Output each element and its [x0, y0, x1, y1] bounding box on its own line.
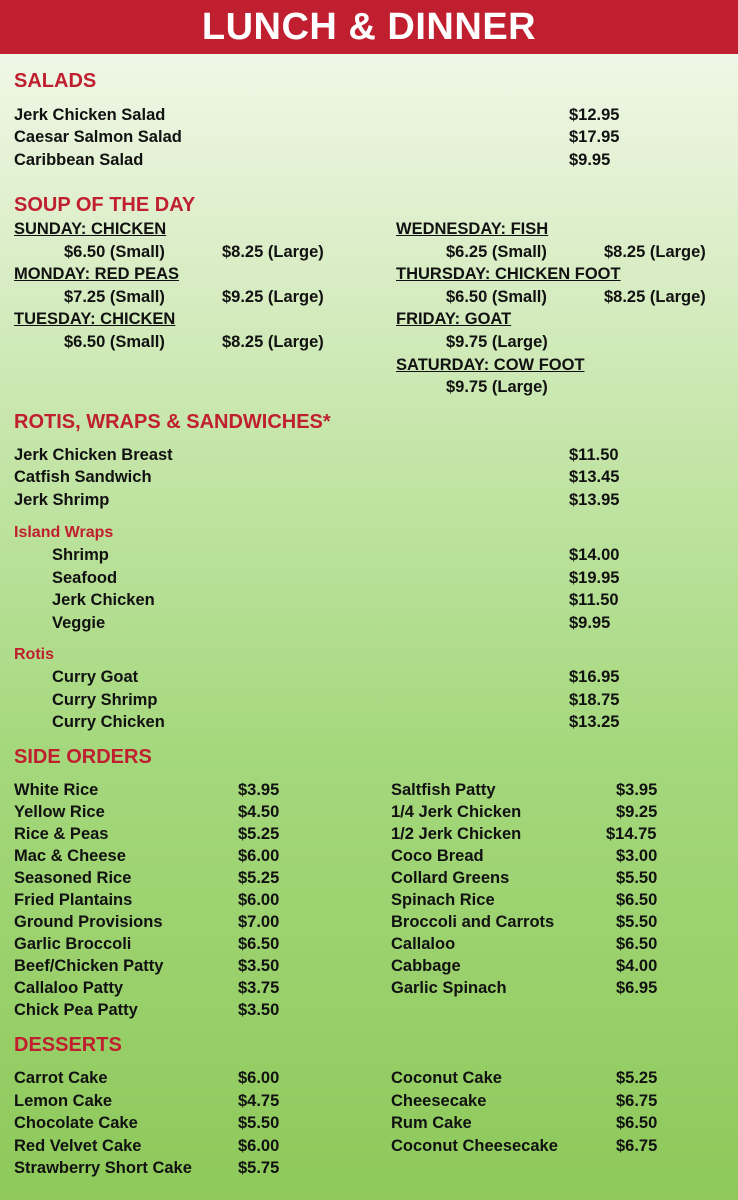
- menu-item-name: Curry Chicken: [52, 713, 165, 731]
- menu-item-price: $6.00: [238, 847, 280, 865]
- menu-item-price: $13.45: [569, 468, 620, 486]
- menu-item-name: Garlic Broccoli: [14, 935, 132, 953]
- menu-item-name: Callaloo Patty: [14, 979, 124, 997]
- menu-item-name: Mac & Cheese: [14, 847, 126, 865]
- menu-item-name: Spinach Rice: [391, 891, 495, 909]
- menu-item-price: $5.50: [238, 1114, 280, 1132]
- menu-item-price: $3.95: [616, 781, 658, 799]
- menu-item-name: Yellow Rice: [14, 803, 105, 821]
- menu-item-price: $4.50: [238, 803, 280, 821]
- menu-item-price: $9.95: [569, 151, 611, 169]
- menu-item-name: Shrimp: [52, 546, 109, 564]
- menu-item-price: $14.75: [606, 825, 657, 843]
- menu-item-price: $17.95: [569, 128, 620, 146]
- menu-item-name: Veggie: [52, 614, 106, 632]
- menu-item-name: Lemon Cake: [14, 1092, 113, 1110]
- menu-item-name: Red Velvet Cake: [14, 1137, 142, 1155]
- soup-day-label: TUESDAY: CHICKEN: [14, 310, 176, 328]
- menu-item-name: Coco Bread: [391, 847, 484, 865]
- soup-day-label: THURSDAY: CHICKEN FOOT: [396, 265, 621, 283]
- menu-item-price: $18.75: [569, 691, 620, 709]
- soup-large-price: $9.75 (Large): [446, 378, 548, 396]
- menu-item-name: Ground Provisions: [14, 913, 163, 931]
- menu-item-price: $11.50: [569, 446, 619, 464]
- menu-item-name: Saltfish Patty: [391, 781, 496, 799]
- soup-day-label: MONDAY: RED PEAS: [14, 265, 180, 283]
- menu-item-name: Curry Goat: [52, 668, 139, 686]
- menu-item-price: $3.50: [238, 957, 280, 975]
- menu-item-price: $19.95: [569, 569, 620, 587]
- menu-item-price: $6.50: [616, 1114, 658, 1132]
- subsection-title-rotis: Rotis: [14, 646, 54, 663]
- section-title-desserts: DESSERTS: [14, 1034, 122, 1056]
- menu-item-name: Caribbean Salad: [14, 151, 144, 169]
- menu-item-name: Coconut Cake: [391, 1069, 502, 1087]
- menu-item-price: $11.50: [569, 591, 619, 609]
- menu-item-price: $5.75: [238, 1159, 280, 1177]
- menu-item-name: Callaloo: [391, 935, 456, 953]
- soup-small-price: $7.25 (Small): [64, 288, 165, 306]
- section-title-sides: SIDE ORDERS: [14, 746, 152, 768]
- menu-item-name: 1/4 Jerk Chicken: [391, 803, 522, 821]
- menu-item-name: Coconut Cheesecake: [391, 1137, 558, 1155]
- soup-small-price: $6.25 (Small): [446, 243, 547, 261]
- soup-large-price: $8.25 (Large): [604, 243, 706, 261]
- menu-item-price: $13.95: [569, 491, 620, 509]
- soup-small-price: $6.50 (Small): [64, 333, 165, 351]
- menu-item-price: $5.50: [616, 869, 658, 887]
- menu-item-price: $6.95: [616, 979, 658, 997]
- soup-large-price: $8.25 (Large): [222, 333, 324, 351]
- menu-item-name: Rum Cake: [391, 1114, 472, 1132]
- soup-small-price: $6.50 (Small): [446, 288, 547, 306]
- section-title-salads: SALADS: [14, 70, 97, 92]
- menu-item-price: $4.75: [238, 1092, 280, 1110]
- menu-item-price: $12.95: [569, 106, 620, 124]
- menu-item-price: $14.00: [569, 546, 620, 564]
- menu-item-name: Cheesecake: [391, 1092, 487, 1110]
- soup-large-price: $9.75 (Large): [446, 333, 548, 351]
- soup-large-price: $9.25 (Large): [222, 288, 324, 306]
- menu-item-name: Carrot Cake: [14, 1069, 108, 1087]
- menu-item-name: Jerk Shrimp: [14, 491, 110, 509]
- menu-item-name: Broccoli and Carrots: [391, 913, 555, 931]
- soup-small-price: $6.50 (Small): [64, 243, 165, 261]
- menu-item-price: $3.00: [616, 847, 658, 865]
- menu-item-price: $6.75: [616, 1092, 658, 1110]
- menu-item-name: Jerk Chicken Breast: [14, 446, 173, 464]
- soup-day-label: FRIDAY: GOAT: [396, 310, 512, 328]
- menu-item-name: Chocolate Cake: [14, 1114, 138, 1132]
- menu-item-price: $6.50: [238, 935, 280, 953]
- menu-item-name: Fried Plantains: [14, 891, 133, 909]
- menu-item-name: Cabbage: [391, 957, 461, 975]
- menu-item-name: Caesar Salmon Salad: [14, 128, 182, 146]
- menu-item-name: Seasoned Rice: [14, 869, 132, 887]
- menu-item-price: $16.95: [569, 668, 620, 686]
- menu-item-price: $6.00: [238, 891, 280, 909]
- menu-item-name: Catfish Sandwich: [14, 468, 152, 486]
- menu-item-price: $5.50: [616, 913, 658, 931]
- menu-item-name: Seafood: [52, 569, 118, 587]
- menu-item-name: Strawberry Short Cake: [14, 1159, 192, 1177]
- menu-item-price: $6.00: [238, 1069, 280, 1087]
- menu-item-price: $9.95: [569, 614, 611, 632]
- menu-item-price: $6.00: [238, 1137, 280, 1155]
- section-title-rotis: ROTIS, WRAPS & SANDWICHES*: [14, 411, 331, 433]
- menu-item-price: $5.25: [616, 1069, 658, 1087]
- menu-item-price: $3.50: [238, 1001, 280, 1019]
- menu-item-name: Jerk Chicken: [52, 591, 155, 609]
- menu-item-price: $4.00: [616, 957, 658, 975]
- menu-item-price: $3.95: [238, 781, 280, 799]
- menu-item-name: Beef/Chicken Patty: [14, 957, 164, 975]
- menu-item-price: $13.25: [569, 713, 620, 731]
- menu-item-name: Garlic Spinach: [391, 979, 507, 997]
- section-title-soup: SOUP OF THE DAY: [14, 194, 196, 216]
- menu-item-name: Collard Greens: [391, 869, 510, 887]
- menu-item-name: Rice & Peas: [14, 825, 109, 843]
- menu-item-price: $6.75: [616, 1137, 658, 1155]
- soup-day-label: SUNDAY: CHICKEN: [14, 220, 167, 238]
- menu-item-price: $6.50: [616, 935, 658, 953]
- menu-item-name: Curry Shrimp: [52, 691, 158, 709]
- soup-large-price: $8.25 (Large): [222, 243, 324, 261]
- menu-item-price: $5.25: [238, 825, 280, 843]
- menu-item-name: Jerk Chicken Salad: [14, 106, 166, 124]
- menu-item-name: Chick Pea Patty: [14, 1001, 138, 1019]
- soup-day-label: SATURDAY: COW FOOT: [396, 356, 585, 374]
- menu-item-name: White Rice: [14, 781, 99, 799]
- menu-item-price: $6.50: [616, 891, 658, 909]
- menu-item-price: $7.00: [238, 913, 280, 931]
- soup-large-price: $8.25 (Large): [604, 288, 706, 306]
- menu-item-price: $5.25: [238, 869, 280, 887]
- page-title: LUNCH & DINNER: [0, 0, 738, 54]
- menu-item-price: $3.75: [238, 979, 280, 997]
- menu-item-name: 1/2 Jerk Chicken: [391, 825, 522, 843]
- menu-item-price: $9.25: [616, 803, 658, 821]
- soup-day-label: WEDNESDAY: FISH: [396, 220, 549, 238]
- subsection-title-island-wraps: Island Wraps: [14, 524, 114, 541]
